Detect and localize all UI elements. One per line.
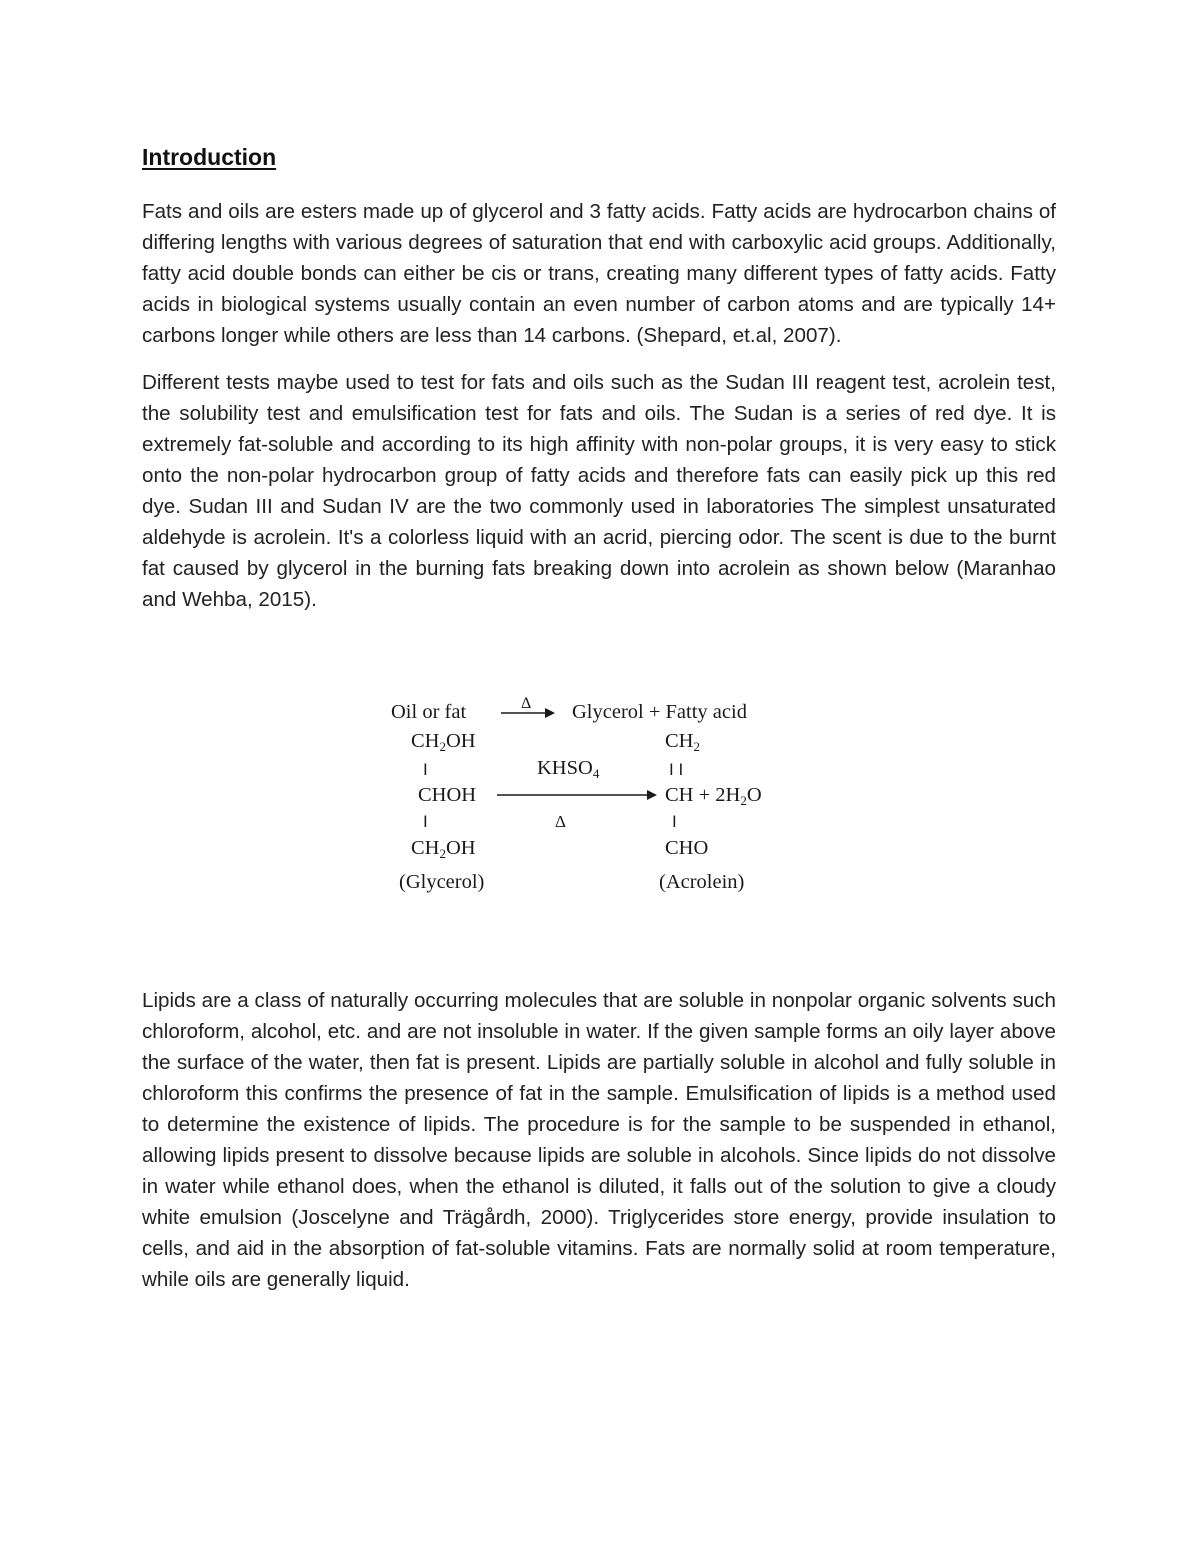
- glycerol-bond-1: I: [423, 760, 428, 779]
- acrolein-carbon-1: $CH_2$: [665, 730, 700, 754]
- heat-symbol-below: Δ: [555, 812, 566, 831]
- reagent-label: $KHSO_4$: [537, 757, 600, 781]
- acrolein-name: (Acrolein): [659, 871, 745, 893]
- acrolein-bond: I: [672, 812, 677, 831]
- acrolein-carbon-2-water: CH + $2H_2O$: [665, 784, 762, 808]
- paragraph-fatty-acids: Fats and oils are esters made up of glycerol and 3 fatty acids. Fatty acids are hydrocarbon chains of differing lengths with various degrees of saturation that end with carboxylic acid groups. Additionally, fatty acid double bonds can either be cis or trans, creating many different types of fatty acids. Fatty acids in biological systems usually contain an even number of carbon atoms and are typically 14+ carbons longer while others are less than 14 carbons. (Shepard, et.al, 2007).: [142, 200, 1056, 347]
- acrolein-double-bond: I I: [669, 760, 684, 779]
- glycerol-carbon-1: $CH_2OH$: [411, 730, 476, 754]
- glycerol-name: (Glycerol): [399, 871, 485, 893]
- heat-arrow-head: [545, 708, 555, 718]
- acrolein-reaction-diagram: [385, 695, 805, 905]
- heat-symbol-top: Δ: [521, 695, 532, 712]
- glycerol-bond-2: I: [423, 812, 428, 831]
- glycerol-carbon-3: $CH_2OH$: [411, 837, 476, 861]
- acrolein-carbon-3: CHO: [665, 837, 709, 859]
- paragraph-lipids: Lipids are a class of naturally occurring molecules that are soluble in nonpolar organic solvents such chloroform, alcohol, etc. and are not insoluble in water. If the given sample forms an oily layer above the surface of the water, then fat is present. Lipids are partially soluble in alcohol and fully soluble in chloroform this confirms the presence of fat in the sample. Emulsification of lipids is a method used to determine the existence of lipids. The procedure is for the sample to be suspended in ethanol, allowing lipids present to dissolve because lipids are soluble in alcohols. Since lipids do not dissolve in water while ethanol does, when the ethanol is diluted, it falls out of the solution to give a cloudy white emulsion (Joscelyne and Trägårdh, 2000). Triglycerides store energy, provide insulation to cells, and aid in the absorption of fat-soluble vitamins. Fats are normally solid at room temperature, while oils are generally liquid.: [142, 989, 1056, 1291]
- paragraph-tests: Different tests maybe used to test for fats and oils such as the Sudan III reagent test, acrolein test, the solubility test and emulsification test for fats and oils. The Sudan is a series of red dye. It is extremely fat-soluble and according to its high affinity with non-polar groups, it is very easy to stick onto the non-polar hydrocarbon group of fatty acids and therefore fats can easily pick up this red dye. Sudan III and Sudan IV are the two commonly used in laboratories The simplest unsaturated aldehyde is acrolein. It's a colorless liquid with an acrid, piercing odor. The scent is due to the burnt fat caused by glycerol in the burning fats breaking down into acrolein as shown below (Maranhao and Wehba, 2015).: [142, 371, 1056, 611]
- document-page: [142, 140, 1056, 615]
- document-page-lower: [142, 985, 1056, 1295]
- products-label: Glycerol + Fatty acid: [572, 701, 747, 723]
- reactant-label: Oil or fat: [391, 701, 467, 723]
- section-heading: Introduction: [142, 144, 277, 170]
- reaction-arrow-head: [647, 790, 657, 800]
- glycerol-carbon-2: CHOH: [418, 784, 477, 806]
